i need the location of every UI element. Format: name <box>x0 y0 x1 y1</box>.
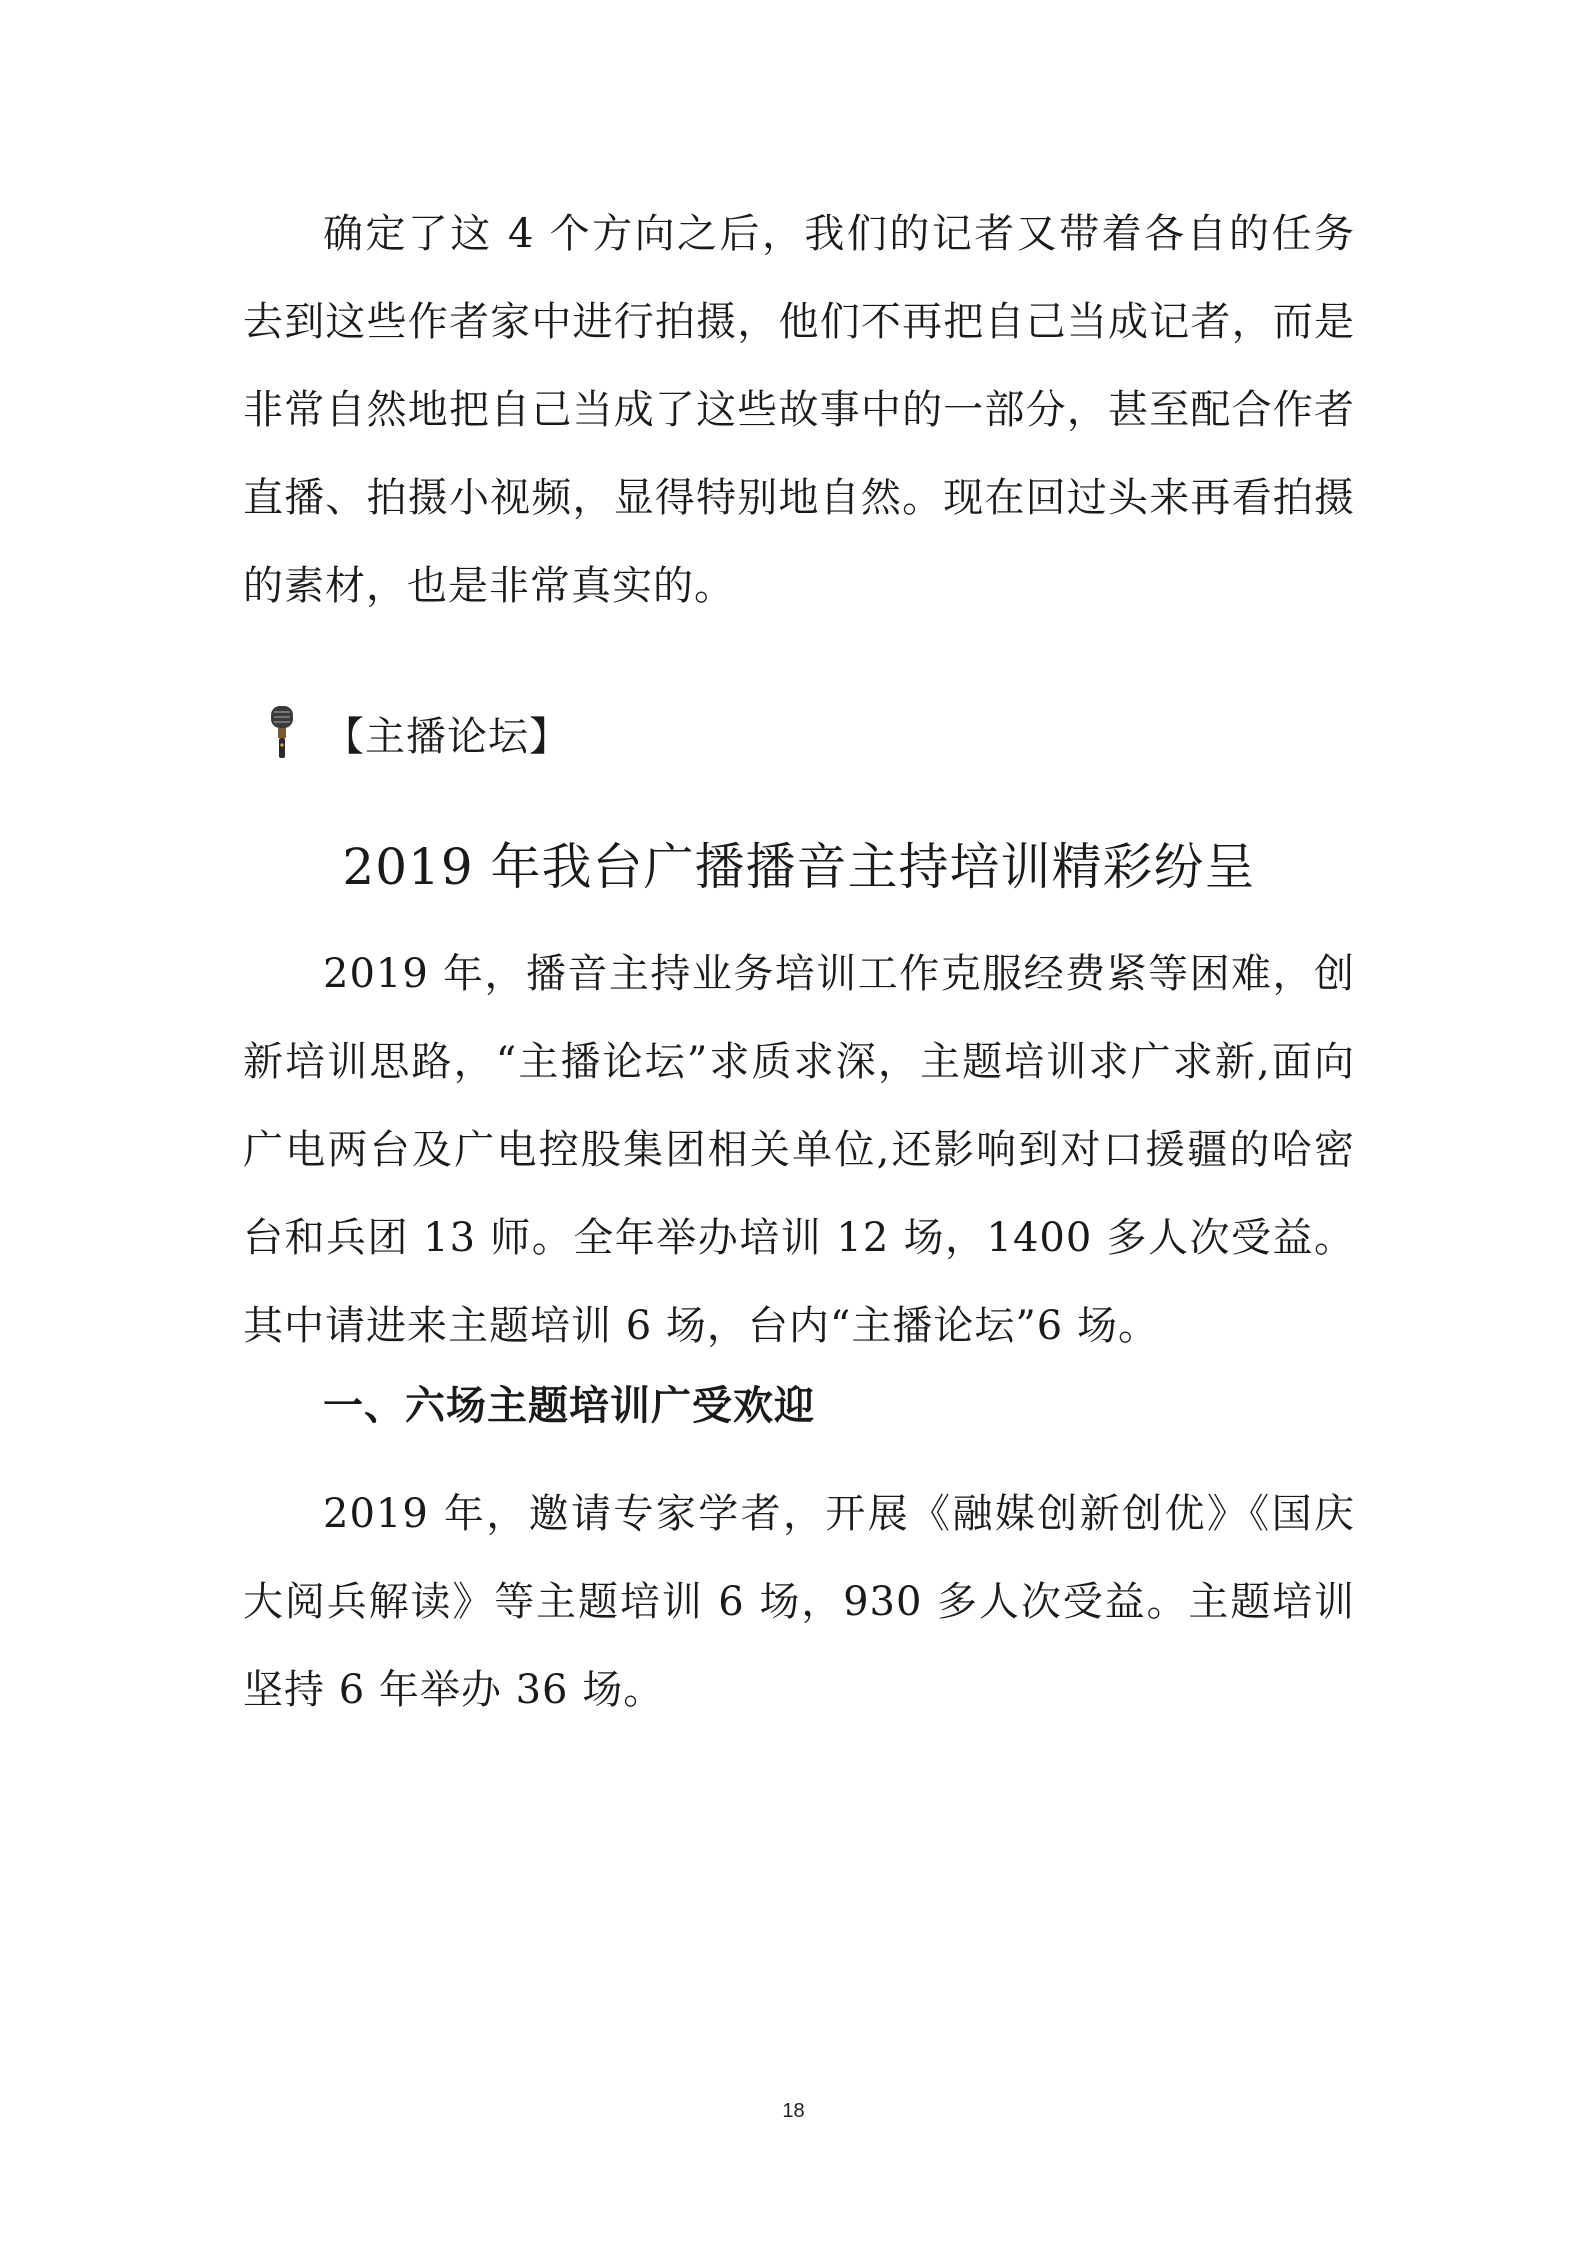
article-paragraph-2: 2019 年，邀请专家学者，开展《融媒创新创优》《国庆大阅兵解读》等主题培训 6 场，930 多人次受益。主题培训坚持 6 年举办 36 场。 <box>243 1491 1355 1713</box>
section-header <box>262 683 570 783</box>
article-paragraph-1: 2019 年，播音主持业务培训工作克服经费紧等困难，创新培训思路，“主播论坛”求质求深，主题培训求广求新,面向广电两台及广电控股集团相关单位,还影响到对口援疆的哈密台和兵团 13 师。全年举办培训 12 场，1400 多人次受益。其中请进来主题培训 6 场，台内“主播论坛”6 场。 <box>243 951 1355 1349</box>
article-title: 2019 年我台广播播音主持培训精彩纷呈 <box>342 838 1256 896</box>
section-label: 【主播论坛】 <box>324 713 570 760</box>
microphone-icon <box>262 703 302 763</box>
subheading-1: 一、六场主题培训广受欢迎 <box>323 1383 815 1429</box>
page-number: 18 <box>782 2100 805 2122</box>
intro-paragraph: 确定了这 4 个方向之后，我们的记者又带着各自的任务去到这些作者家中进行拍摄，他们不再把自己当成记者，而是非常自然地把自己当成了这些故事中的一部分，甚至配合作者直播、拍摄小视频，显得特别地自然。现在回过头来再看拍摄的素材，也是非常真实的。 <box>243 211 1355 609</box>
